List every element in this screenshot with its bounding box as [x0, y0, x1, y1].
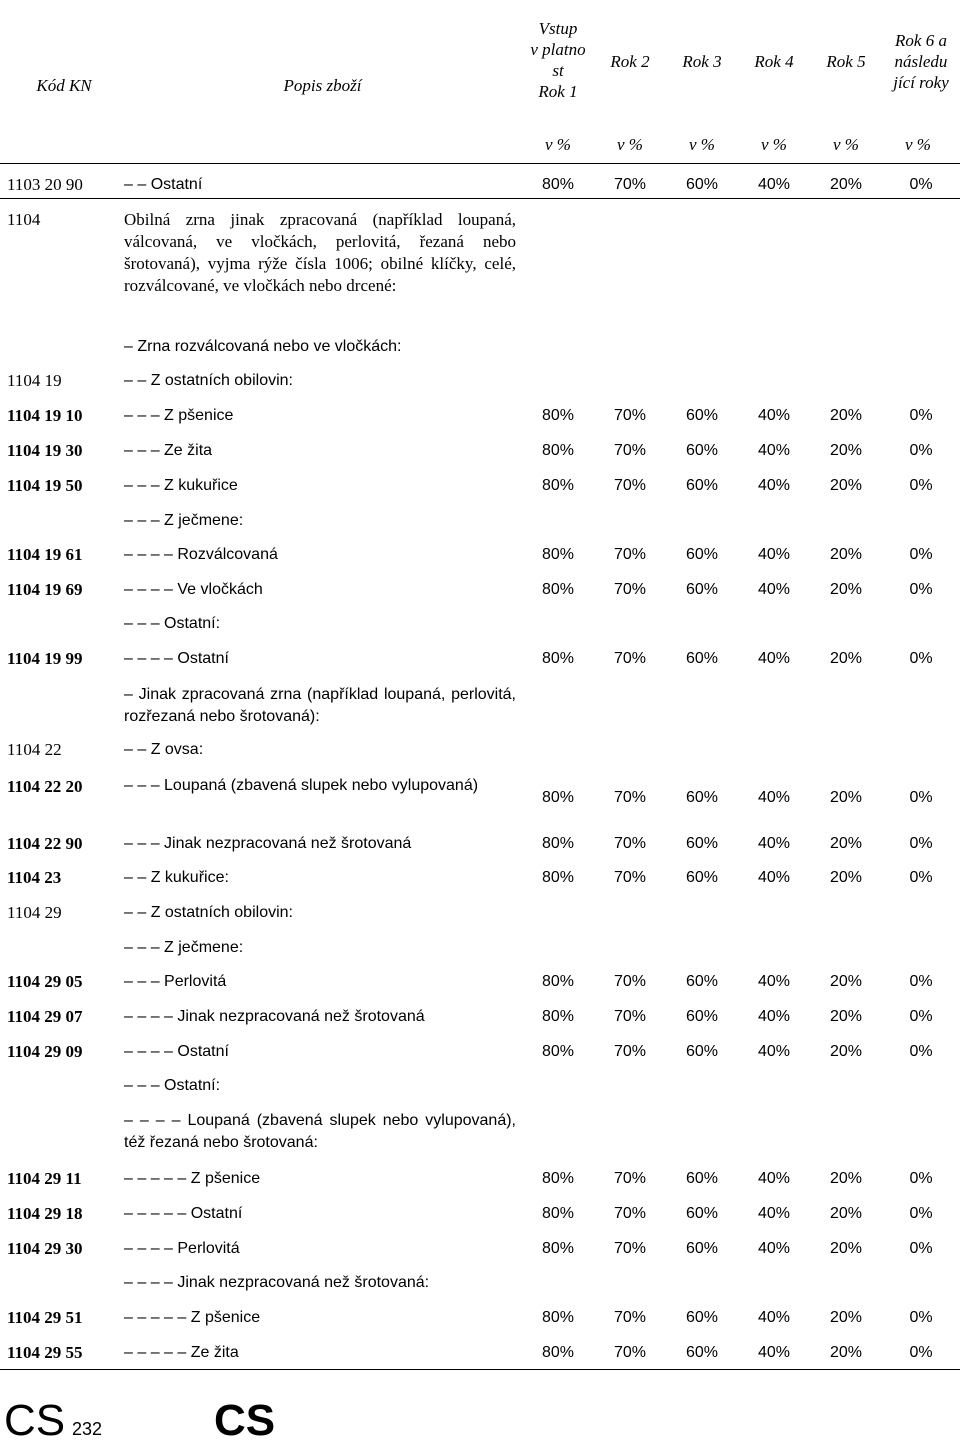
header-rok-4: Rok 4 [754, 52, 794, 71]
rate-year-6: 0% [909, 407, 933, 424]
rate-year-3: 60% [685, 1240, 719, 1257]
kn-code: 1104 [7, 210, 41, 229]
header-unit: v % [689, 135, 715, 154]
rate-year-4: 40% [757, 1309, 791, 1326]
goods-description: – – – – Ostatní [124, 1043, 229, 1060]
kn-code: 1104 22 20 [7, 777, 83, 796]
rate-year-6: 0% [909, 789, 933, 806]
header-rok-3: Rok 3 [682, 52, 722, 71]
rate-year-1: 80% [541, 1043, 575, 1060]
rate-year-5: 20% [829, 581, 863, 598]
rate-year-3: 60% [685, 477, 719, 494]
rate-year-1: 80% [541, 835, 575, 852]
rate-year-6: 0% [909, 650, 933, 667]
header-rok-1-line: Rok 1 [538, 82, 578, 101]
kn-code: 1104 29 11 [7, 1169, 82, 1188]
rate-year-2: 70% [613, 407, 647, 424]
rate-year-5: 20% [829, 1008, 863, 1025]
kn-code: 1104 22 [7, 740, 62, 759]
rule-header-bottom [0, 163, 960, 164]
kn-code: 1104 19 61 [7, 545, 83, 564]
kn-code: 1104 19 30 [7, 441, 83, 460]
rate-year-1: 80% [541, 1205, 575, 1222]
header-unit: v % [545, 135, 571, 154]
header-rok-6-line: následu [894, 52, 948, 71]
kn-code: 1104 29 [7, 903, 62, 922]
rate-year-1: 80% [541, 869, 575, 886]
rate-year-1: 80% [541, 1240, 575, 1257]
rate-year-3: 60% [685, 1309, 719, 1326]
header-rok-1-line: v platno [530, 40, 586, 59]
kn-code: 1104 22 90 [7, 834, 83, 853]
kn-code: 1104 19 99 [7, 649, 83, 668]
rate-year-3: 60% [685, 1008, 719, 1025]
header-rok-6-line: jící roky [893, 73, 949, 92]
rate-year-4: 40% [757, 789, 791, 806]
kn-code: 1104 29 30 [7, 1239, 83, 1258]
goods-description: – Zrna rozválcovaná nebo ve vločkách: [124, 338, 402, 355]
rate-year-2: 70% [613, 973, 647, 990]
kn-code: 1104 29 07 [7, 1007, 83, 1026]
goods-description: – – Ostatní [124, 176, 203, 193]
goods-description: – – Z ovsa: [124, 741, 204, 758]
rate-year-3: 60% [685, 973, 719, 990]
rate-year-3: 60% [685, 869, 719, 886]
footer-language-code: CS [4, 1396, 66, 1445]
goods-description: – – – – Perlovitá [124, 1240, 240, 1257]
rate-year-2: 70% [613, 1043, 647, 1060]
rate-year-1: 80% [541, 176, 575, 193]
rate-year-3: 60% [685, 546, 719, 563]
goods-description: – – – – Ve vločkách [124, 581, 263, 598]
goods-description: – – – Loupaná (zbavená slupek nebo vylupovaná) [124, 777, 479, 794]
rate-year-1: 80% [541, 1008, 575, 1025]
header-popis-zbozi: Popis zboží [283, 76, 362, 95]
rate-year-4: 40% [757, 176, 791, 193]
rate-year-5: 20% [829, 546, 863, 563]
header-rok-6 [882, 30, 960, 93]
kn-code: 1104 19 50 [7, 476, 83, 495]
rate-year-1: 80% [541, 1309, 575, 1326]
rate-year-1: 80% [541, 581, 575, 598]
rate-year-1: 80% [541, 407, 575, 424]
rate-year-6: 0% [909, 1240, 933, 1257]
rate-year-4: 40% [757, 835, 791, 852]
rate-year-6: 0% [909, 1170, 933, 1187]
rate-year-2: 70% [613, 581, 647, 598]
rate-year-3: 60% [685, 1170, 719, 1187]
goods-description: – – Z ostatních obilovin: [124, 372, 293, 389]
rate-year-3: 60% [685, 789, 719, 806]
rate-year-2: 70% [613, 1309, 647, 1326]
rate-year-5: 20% [829, 1309, 863, 1326]
rate-year-6: 0% [909, 1205, 933, 1222]
rate-year-2: 70% [613, 650, 647, 667]
header-rok-6-line: Rok 6 a [895, 31, 947, 50]
rate-year-4: 40% [757, 581, 791, 598]
goods-description: – – – – – Z pšenice [124, 1309, 261, 1326]
header-rok-1-line: Vstup [538, 19, 578, 38]
goods-description: – – – – Jinak nezpracovaná než šrotovaná: [124, 1274, 430, 1291]
rate-year-6: 0% [909, 1344, 933, 1361]
rate-year-5: 20% [829, 176, 863, 193]
rate-year-4: 40% [757, 973, 791, 990]
header-kod-kn: Kód KN [36, 76, 92, 95]
rule-row-separator [0, 198, 960, 199]
goods-description: Obilná zrna jinak zpracovaná (například loupaná, válcovaná, ve vločkách, perlovitá, řezaná nebo šrotovaná), vyjma rýže čísla 1006; obilné klíčky, celé, rozválcované, ve vločkách nebo drcené: [124, 210, 516, 295]
rate-year-2: 70% [613, 1344, 647, 1361]
rate-year-1: 80% [541, 650, 575, 667]
rate-year-3: 60% [685, 442, 719, 459]
goods-description: – – – Z pšenice [124, 407, 234, 424]
kn-code: 1104 23 [7, 868, 62, 887]
header-rok-5: Rok 5 [826, 52, 866, 71]
goods-description: – – – – Jinak nezpracovaná než šrotovaná [124, 1008, 425, 1025]
header-rok-1-line: st [552, 61, 564, 80]
rate-year-4: 40% [757, 650, 791, 667]
rate-year-6: 0% [909, 477, 933, 494]
footer-language-code-bold: CS [214, 1396, 276, 1445]
rate-year-6: 0% [909, 442, 933, 459]
goods-description: – – – Z ječmene: [124, 939, 244, 956]
rate-year-5: 20% [829, 973, 863, 990]
rate-year-3: 60% [685, 1205, 719, 1222]
header-unit: v % [761, 135, 787, 154]
rate-year-4: 40% [757, 407, 791, 424]
kn-code: 1104 29 55 [7, 1343, 83, 1362]
rate-year-3: 60% [685, 1043, 719, 1060]
rate-year-4: 40% [757, 1008, 791, 1025]
rate-year-5: 20% [829, 442, 863, 459]
rate-year-4: 40% [757, 442, 791, 459]
goods-description: – – Z kukuřice: [124, 869, 229, 886]
header-rok-2: Rok 2 [610, 52, 650, 71]
goods-description: – – Z ostatních obilovin: [124, 904, 293, 921]
rate-year-5: 20% [829, 869, 863, 886]
rate-year-5: 20% [829, 650, 863, 667]
goods-description: – – – – – Ostatní [124, 1205, 243, 1222]
goods-description: – – – Jinak nezpracovaná než šrotovaná [124, 835, 412, 852]
header-unit: v % [905, 135, 931, 154]
rate-year-3: 60% [685, 581, 719, 598]
goods-description: – – – Z ječmene: [124, 512, 244, 529]
rate-year-6: 0% [909, 1309, 933, 1326]
rate-year-1: 80% [541, 789, 575, 806]
rate-year-3: 60% [685, 407, 719, 424]
header-unit: v % [617, 135, 643, 154]
rate-year-5: 20% [829, 1344, 863, 1361]
rate-year-4: 40% [757, 1043, 791, 1060]
rate-year-5: 20% [829, 789, 863, 806]
rate-year-6: 0% [909, 546, 933, 563]
kn-code: 1104 19 69 [7, 580, 83, 599]
rate-year-5: 20% [829, 1043, 863, 1060]
header-rok-1 [522, 18, 594, 102]
rate-year-4: 40% [757, 869, 791, 886]
rate-year-2: 70% [613, 1240, 647, 1257]
footer-page-number: 232 [72, 1419, 103, 1439]
rate-year-5: 20% [829, 477, 863, 494]
kn-code: 1103 20 90 [7, 175, 83, 194]
rate-year-5: 20% [829, 1170, 863, 1187]
goods-description: – – – – Rozválcovaná [124, 546, 278, 563]
rate-year-2: 70% [613, 835, 647, 852]
rate-year-3: 60% [685, 1344, 719, 1361]
kn-code: 1104 19 10 [7, 406, 83, 425]
kn-code: 1104 29 18 [7, 1204, 83, 1223]
goods-description: – – – Ze žita [124, 442, 213, 459]
rate-year-2: 70% [613, 869, 647, 886]
goods-description: – – – – – Z pšenice [124, 1170, 261, 1187]
rate-year-5: 20% [829, 1240, 863, 1257]
rate-year-3: 60% [685, 176, 719, 193]
rate-year-2: 70% [613, 546, 647, 563]
rate-year-6: 0% [909, 1008, 933, 1025]
rate-year-2: 70% [613, 176, 647, 193]
rate-year-2: 70% [613, 442, 647, 459]
rate-year-3: 60% [685, 835, 719, 852]
rate-year-2: 70% [613, 1008, 647, 1025]
rate-year-1: 80% [541, 477, 575, 494]
rule-table-bottom [0, 1369, 960, 1370]
rate-year-4: 40% [757, 477, 791, 494]
rate-year-5: 20% [829, 407, 863, 424]
goods-description: – – – Ostatní: [124, 615, 221, 632]
goods-description: – – – Ostatní: [124, 1077, 221, 1094]
rate-year-1: 80% [541, 442, 575, 459]
rate-year-3: 60% [685, 650, 719, 667]
rate-year-2: 70% [613, 477, 647, 494]
rate-year-4: 40% [757, 1170, 791, 1187]
rate-year-1: 80% [541, 546, 575, 563]
rate-year-5: 20% [829, 835, 863, 852]
header-unit: v % [833, 135, 859, 154]
rate-year-5: 20% [829, 1205, 863, 1222]
rate-year-6: 0% [909, 581, 933, 598]
rate-year-1: 80% [541, 1170, 575, 1187]
kn-code: 1104 29 05 [7, 972, 83, 991]
rate-year-6: 0% [909, 835, 933, 852]
rate-year-4: 40% [757, 1344, 791, 1361]
goods-description: – – – Z kukuřice [124, 477, 238, 494]
rate-year-6: 0% [909, 176, 933, 193]
rate-year-6: 0% [909, 1043, 933, 1060]
rate-year-2: 70% [613, 789, 647, 806]
kn-code: 1104 19 [7, 371, 62, 390]
goods-description: – – – – Loupaná (zbavená slupek nebo vylupovaná), též řezaná nebo šrotovaná: [124, 1112, 516, 1151]
goods-description: – – – Perlovitá [124, 973, 227, 990]
rate-year-4: 40% [757, 546, 791, 563]
rate-year-1: 80% [541, 1344, 575, 1361]
rate-year-2: 70% [613, 1205, 647, 1222]
rate-year-1: 80% [541, 973, 575, 990]
rate-year-4: 40% [757, 1205, 791, 1222]
rate-year-2: 70% [613, 1170, 647, 1187]
rate-year-4: 40% [757, 1240, 791, 1257]
goods-description: – – – – Ostatní [124, 650, 229, 667]
kn-code: 1104 29 09 [7, 1042, 83, 1061]
rate-year-6: 0% [909, 869, 933, 886]
rate-year-6: 0% [909, 973, 933, 990]
goods-description: – – – – – Ze žita [124, 1344, 239, 1361]
goods-description: – Jinak zpracovaná zrna (například loupaná, perlovitá, rozřezaná nebo šrotovaná): [124, 686, 516, 725]
kn-code: 1104 29 51 [7, 1308, 83, 1327]
